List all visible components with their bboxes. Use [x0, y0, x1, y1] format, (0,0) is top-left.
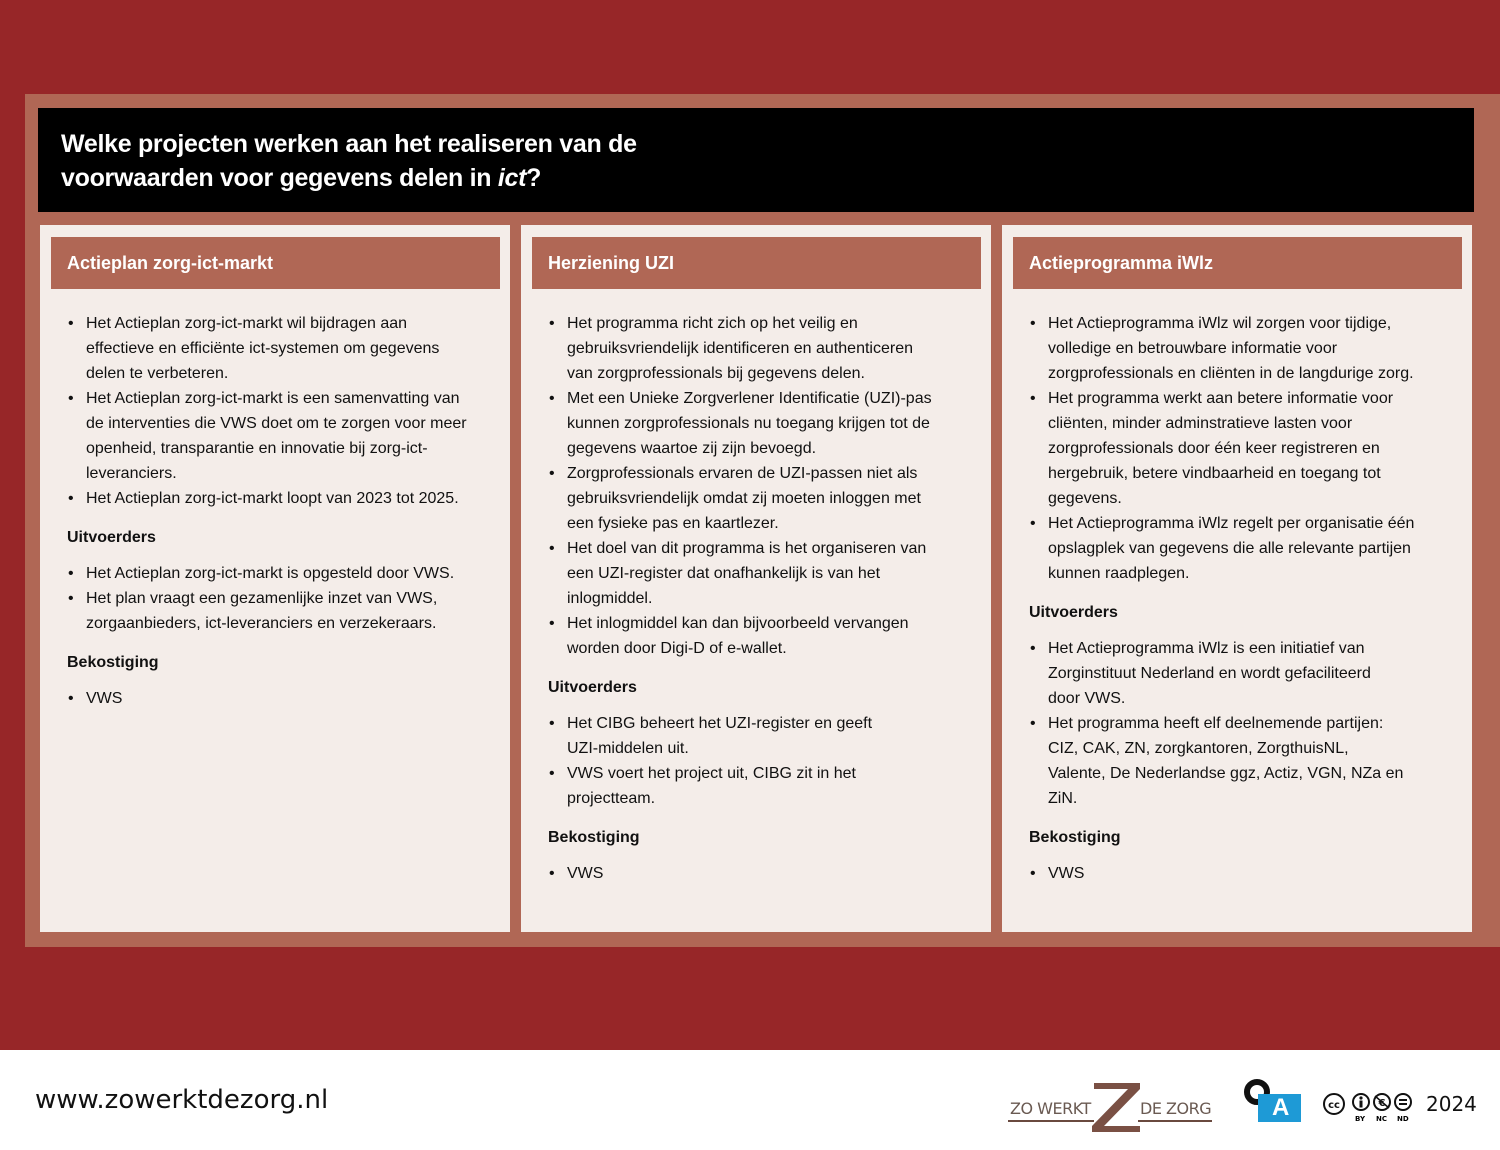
bekostiging-list	[67, 686, 492, 711]
logo-text-left: ZO WERKT	[1010, 1099, 1091, 1118]
title-banner	[38, 108, 1474, 212]
cc-icon	[1322, 1092, 1418, 1116]
bekostiging-list	[548, 861, 973, 886]
intro-list	[1029, 311, 1429, 586]
list-item: • Het programma heeft elf deelnemende partijen: CIZ, CAK, ZN, zorgkantoren, ZorgthuisNL, Valente, De Nederlandse ggz, Actiz, VGN, NZa en ZiN.	[1029, 711, 1404, 811]
svg-text:€: €	[1378, 1098, 1386, 1109]
list-item: • Het inlogmiddel kan dan bijvoorbeeld vervangen worden door Digi-D of e-wallet.	[548, 611, 943, 661]
cc-label-by: BY	[1355, 1115, 1366, 1123]
list-item: • Het Actieplan zorg-ict-markt wil bijdragen aan effectieve en efficiënte ict-systemen om gegevens delen te verbeteren.	[67, 311, 477, 386]
list-item: • Het Actieplan zorg-ict-markt loopt van 2023 tot 2025.	[67, 486, 477, 511]
column-body	[548, 311, 973, 886]
list-item: • Zorgprofessionals ervaren de UZI-passen niet als gebruiksvriendelijk omdat zij moeten inloggen met een fysieke pas en kaartlezer.	[548, 461, 943, 536]
intro-list	[67, 311, 477, 511]
column-header: Herziening UZI	[532, 237, 981, 289]
cc-label-nc: NC	[1376, 1115, 1387, 1123]
column-header: Actieprogramma iWlz	[1013, 237, 1462, 289]
bekostiging-list	[1029, 861, 1454, 886]
section-heading-bekostiging: Bekostiging	[1029, 829, 1121, 846]
list-item: • Het Actieprogramma iWlz regelt per organisatie één opslagplek van gegevens die alle relevante partijen kunnen raadplegen.	[1029, 511, 1429, 586]
svg-text:cc: cc	[1328, 1100, 1340, 1111]
list-item: • VWS	[548, 861, 973, 886]
list-item: • Het Actieplan zorg-ict-markt is een samenvatting van de interventies die VWS doet om te zorgen voor meer openheid, transparantie en innovatie bij zorg-ict-leveranciers.	[67, 386, 477, 486]
uitvoerders-list	[1029, 636, 1404, 811]
cc-label-nd: ND	[1397, 1115, 1409, 1123]
open-access-logo	[1243, 1078, 1303, 1124]
logo-text-right: DE ZORG	[1140, 1099, 1212, 1118]
section-heading-bekostiging: Bekostiging	[548, 829, 640, 846]
intro-list	[548, 311, 943, 661]
list-item: • Het Actieprogramma iWlz wil zorgen voor tijdige, volledige en betrouwbare informatie voor zorgprofessionals en cliënten in de langdurige zorg.	[1029, 311, 1429, 386]
column-body	[1029, 311, 1454, 886]
uitvoerders-list	[67, 561, 467, 636]
list-item: • VWS voert het project uit, CIBG zit in het projectteam.	[548, 761, 878, 811]
list-item: • Het CIBG beheert het UZI-register en geeft UZI-middelen uit.	[548, 711, 878, 761]
section-heading-uitvoerders: Uitvoerders	[548, 679, 637, 696]
list-item: • Het programma richt zich op het veilig en gebruiksvriendelijk identificeren en authenticeren van zorgprofessionals bij gegevens delen.	[548, 311, 943, 386]
list-item: • Het Actieplan zorg-ict-markt is opgesteld door VWS.	[67, 561, 467, 586]
column-herziening-uzi	[521, 225, 991, 932]
column-header: Actieplan zorg-ict-markt	[51, 237, 500, 289]
list-item: • Het programma werkt aan betere informatie voor cliënten, minder adminstratieve lasten voor zorgprofessionals door één keer registreren en hergebruik, betere vindbaarheid en toegang tot gegevens.	[1029, 386, 1429, 511]
uitvoerders-list	[548, 711, 878, 811]
section-heading-bekostiging: Bekostiging	[67, 654, 159, 671]
column-actieplan	[40, 225, 510, 932]
list-item: • Het plan vraagt een gezamenlijke inzet van VWS, zorgaanbieders, ict-leveranciers en verzekeraars.	[67, 586, 467, 636]
column-body	[67, 311, 492, 711]
section-heading-uitvoerders: Uitvoerders	[67, 529, 156, 546]
section-heading-uitvoerders: Uitvoerders	[1029, 604, 1118, 621]
list-item: • Het Actieprogramma iWlz is een initiatief van Zorginstituut Nederland en wordt gefaciliteerd door VWS.	[1029, 636, 1404, 711]
year-label: 2024	[1426, 1092, 1477, 1116]
page-title: Welke projecten werken aan het realiseren van de voorwaarden voor gegevens delen in ict?	[61, 130, 637, 192]
list-item: • VWS	[1029, 861, 1454, 886]
website-link[interactable]: www.zowerktdezorg.nl	[35, 1085, 329, 1115]
list-item: • Met een Unieke Zorgverlener Identificatie (UZI)-pas kunnen zorgprofessionals nu toegang krijgen tot de gegevens waartoe zij zijn bevoegd.	[548, 386, 943, 461]
column-iwlz	[1002, 225, 1472, 932]
list-item: • Het doel van dit programma is het organiseren van een UZI-register dat onafhankelijk is van het inlogmiddel.	[548, 536, 943, 611]
creative-commons-license	[1322, 1092, 1418, 1126]
list-item: • VWS	[67, 686, 492, 711]
oa-letter: A	[1272, 1094, 1290, 1121]
zo-werkt-de-zorg-logo	[1008, 1080, 1212, 1134]
